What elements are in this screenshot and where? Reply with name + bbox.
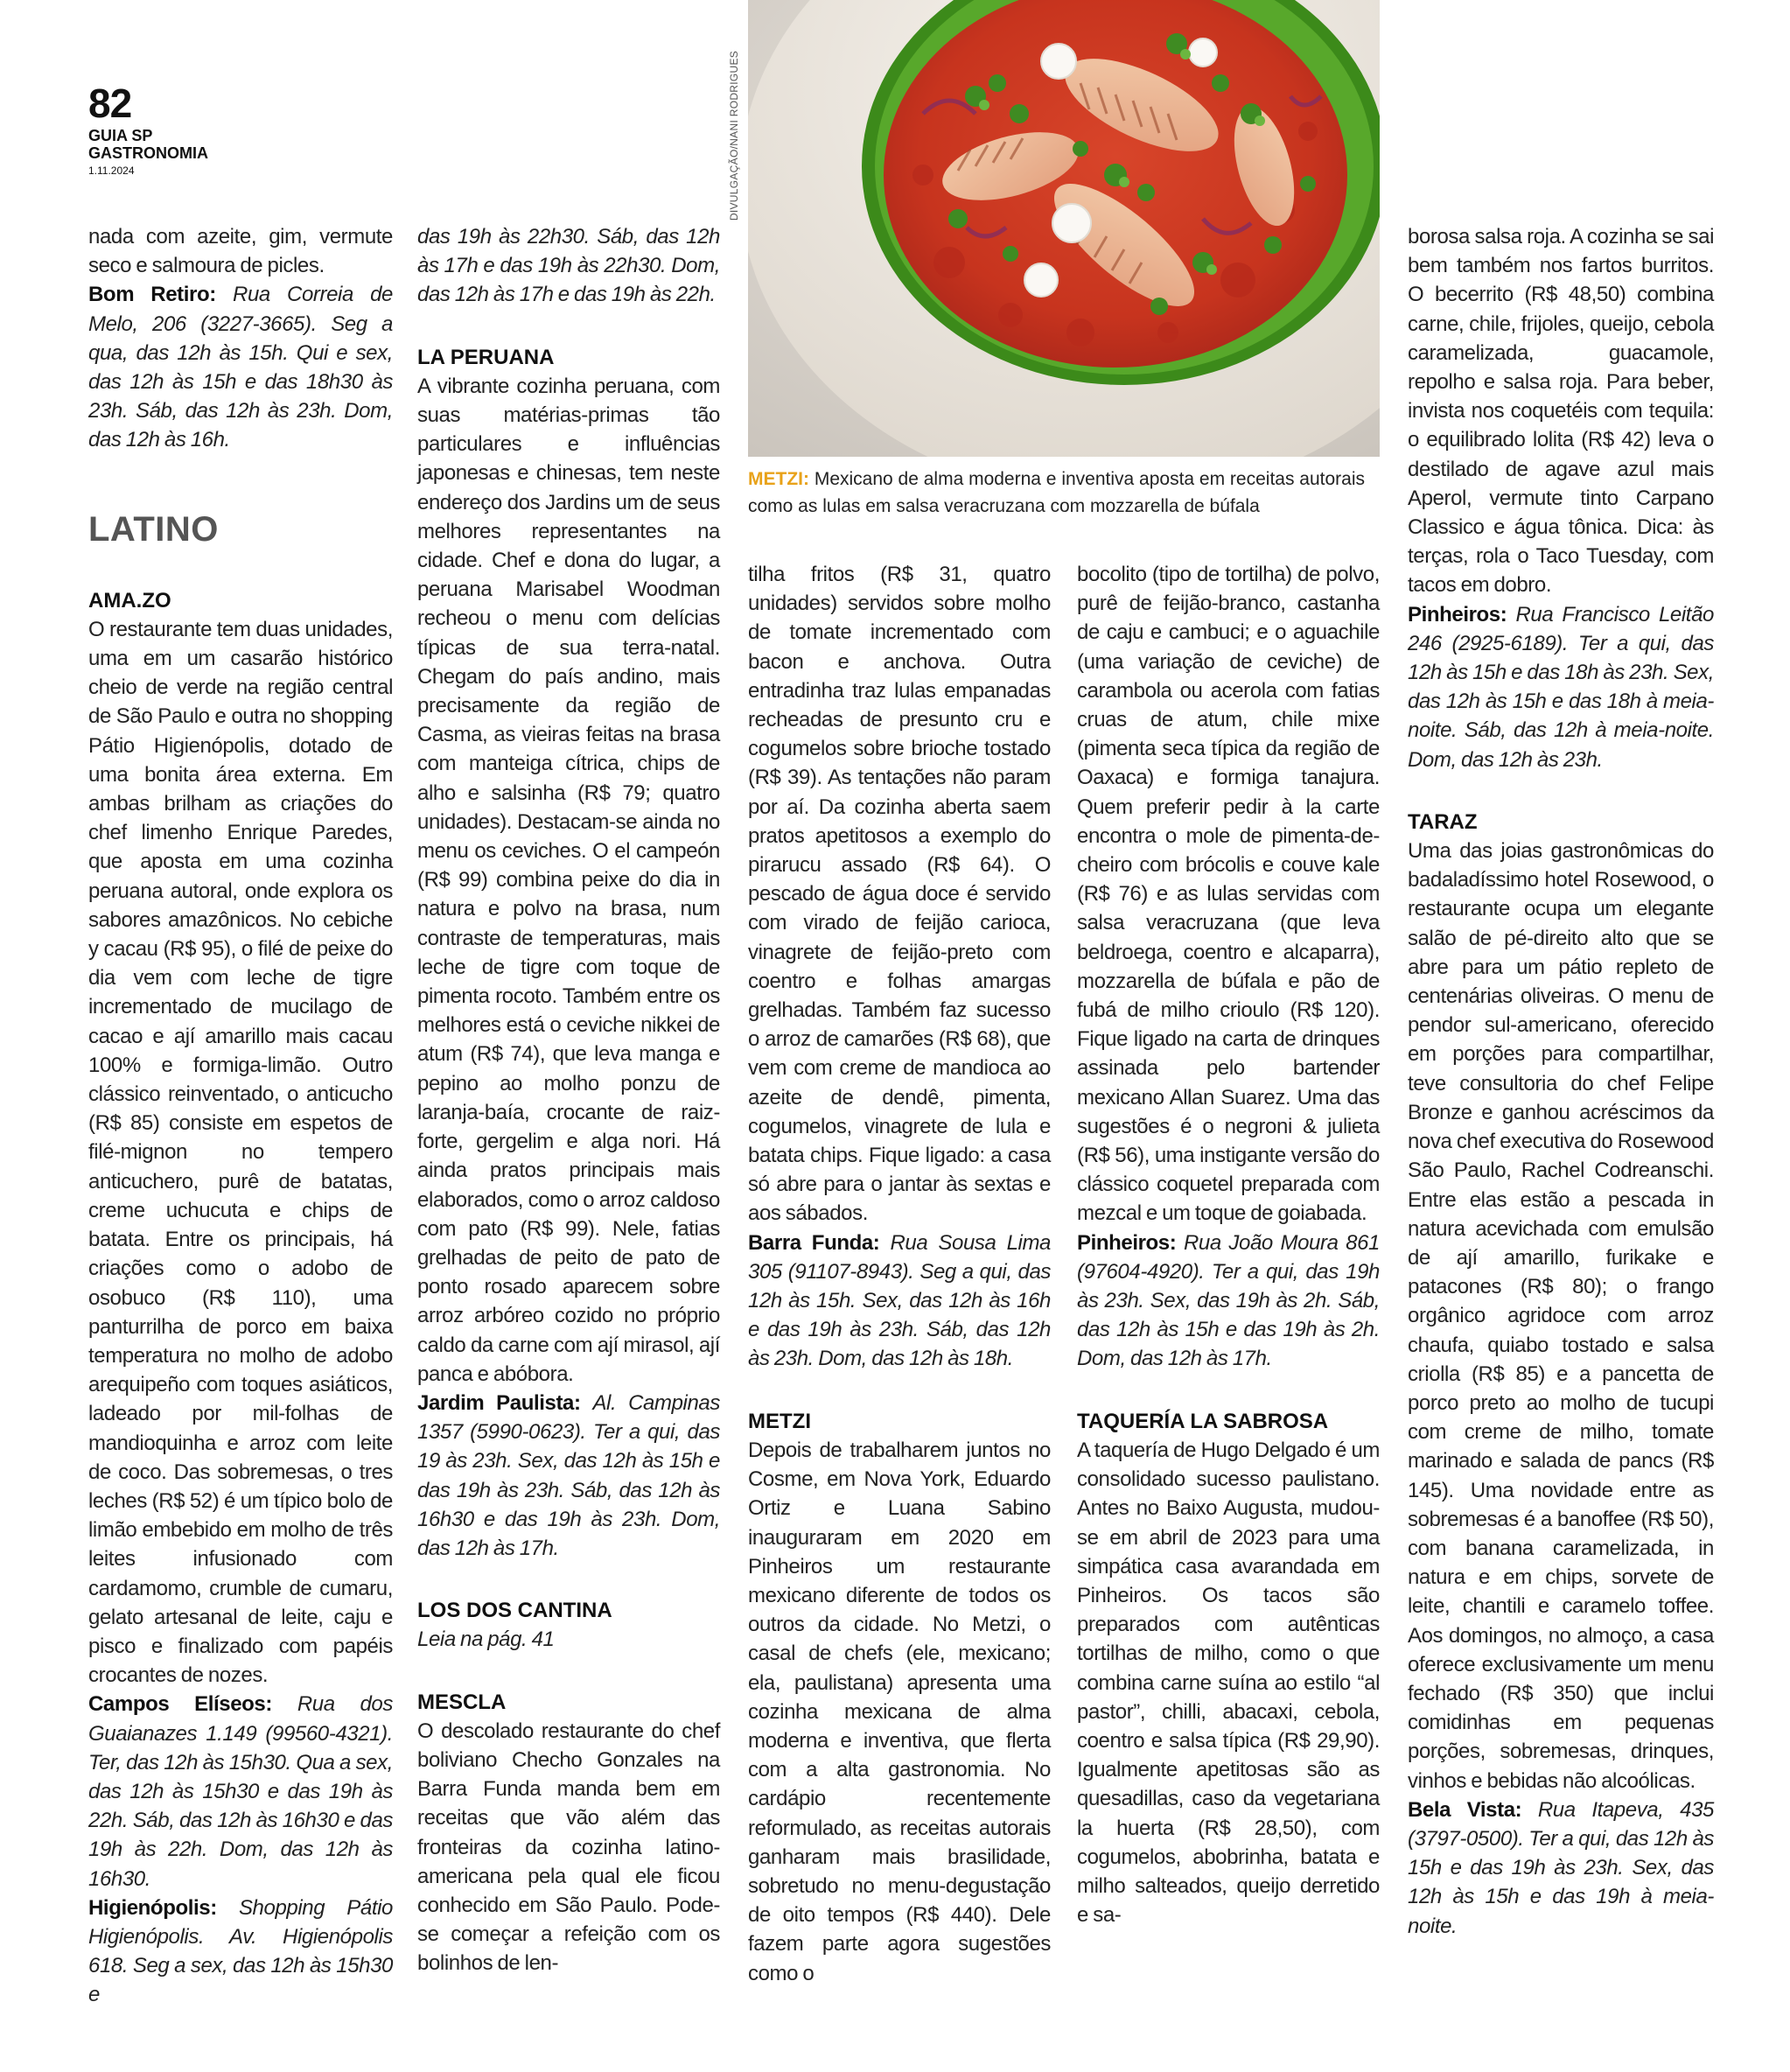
review-text: borosa salsa roja. A cozinha se sai bem também nos fartos burritos. O becerrito (R$ 48,50) combina carne, chile, frijoles, queijo, cebola caramelizada, guacamole, repolho e salsa roja. Para beber, invista nos coquetéis com tequila: o equilibrado lolita (R$ 42) leva o destilado de agave azul mais Aperol, vermute tinto Carpano Classico e água tônica. Dica: às terças, rola o Taco Tuesday, com tacos em dobro.	[1408, 225, 1714, 598]
review-text: A vibrante cozinha peruana, com suas matérias-primas tão particulares e influências japonesas e chinesas, tem neste endereço dos Jardins um de seus melhores representantes na cidade. Chef e dona do lugar, a peruana Marisabel Woodman recheou o menu com delícias típicas de sua terra-natal. Chegam do país andino, mais precisamente da região de Casma, as vieiras feitas na brasa com manteiga cítrica, chips de alho e salsinha (R$ 79; quatro unidades). Destacam-se ainda no menu os ceviches. O el campeón (R$ 99) combina peixe do dia in natura e polvo na brasa, num contraste de temperaturas, mais leche de tigre com toque de pimenta rocoto. Também entre os melhores está o ceviche nikkei de atum (R$ 74), que leva manga e pepino ao molho ponzu de laranja-baía, crocante de raiz-forte, gergelim e alga nori. Há ainda pratos principais mais elaborados, como o arroz caldoso com pato (R$ 99). Nele, fatias grelhadas de peito de pato de ponto rosado aparecem sobre arroz arbóreo cozido no próprio caldo da carne com ají mirasol, ají panca e abóbora.	[417, 374, 720, 1386]
address-label: Pinheiros:	[1408, 602, 1507, 626]
address-block	[748, 1228, 1051, 1374]
review-text: O descolado restaurante do chef boliviano Checho Gonzales na Barra Funda manda bem em receitas que vão além das fronteiras da cozinha latino-americana pela qual ele ficou conhecido em São Paulo. Pode-se começar a refeição com os bolinhos de len-	[417, 1718, 720, 1976]
restaurant-name: LOS DOS CANTINA	[417, 1599, 612, 1623]
address-label: Pinheiros:	[1077, 1230, 1177, 1255]
address-text: Rua Sousa Lima 305 (91107-8943). Seg a qui, das 12h às 15h. Sex, das 12h às 16h e das 19h às 23h. Sáb, das 12h às 23h. Dom, das 12h às 18h.	[748, 1230, 1051, 1371]
photo-caption	[748, 466, 1380, 520]
address-block	[88, 1894, 393, 2010]
address-text: Rua João Moura 861 (97604-4920). Ter a qui, das 19h às 23h. Sex, das 19h às 2h. Sáb, das 12h às 15h e das 19h às 2h. Dom, das 12h às 17h.	[1077, 1230, 1380, 1371]
address-label: Bela Vista:	[1408, 1797, 1522, 1822]
column-3	[748, 560, 1051, 1988]
page-number: 82	[88, 80, 132, 126]
section-title: LATINO	[88, 509, 219, 549]
address-text: Rua dos Guaianazes 1.149 (99560-4321). Ter, das 12h às 15h30. Qua a sex, das 12h às 15h30 e das 19h às 22h. Sáb, das 12h às 16h30 e das 19h às 22h. Dom, das 12h às 16h30.	[88, 1692, 393, 1891]
address-block	[1408, 600, 1714, 774]
address-block	[417, 1389, 720, 1563]
address-label: Jardim Paulista:	[417, 1390, 581, 1415]
address-block	[88, 1690, 393, 1893]
address-text: Rua Itapeva, 435 (3797-0500). Ter a qui, das 12h às 15h e das 19h às 23h. Sex, das 12h às 15h e das 19h à meia-noite.	[1408, 1797, 1714, 1938]
caption-text: Mexicano de alma moderna e inventiva aposta em receitas autorais como as lulas em salsa veracruzana com mozzarella de búfala	[748, 469, 1365, 516]
address-label: Campos Elíseos:	[88, 1692, 272, 1717]
address-text: Shopping Pátio Higienópolis. Av. Higienópolis 618. Seg a sex, das 12h às 15h30 e	[88, 1895, 393, 2007]
restaurant-name: TARAZ	[1408, 809, 1478, 834]
page-header	[88, 80, 208, 178]
column-1	[88, 222, 393, 2010]
section-subname: GASTRONOMIA	[88, 144, 208, 162]
column-5	[1408, 222, 1714, 1941]
caption-label: METZI:	[748, 469, 809, 489]
restaurant-name: METZI	[748, 1409, 811, 1433]
photo-credit: DIVULGAÇÃO/NANI RODRIGUES	[728, 50, 740, 221]
review-text: tilha fritos (R$ 31, quatro unidades) servidos sobre molho de tomate incrementado com bacon e anchova. Outra entradinha traz lulas empanadas recheadas de presunto cru e cogumelos sobre brioche tostado (R$ 39). As tentações não param por aí. Da cozinha aberta saem pratos apetitosos a exemplo do pirarucu assado (R$ 64). O pescado de água doce é servido com virado de feijão carioca, vinagrete de feijão-preto com coentro e folhas amargas grelhadas. Também faz sucesso o arroz de camarões (R$ 68), que vem com creme de mandioca ao azeite de dendê, pimenta, cogumelos, vinagrete de lula e batata chips. Fique ligado: a casa só abre para o jantar às sextas e aos sábados.	[748, 563, 1051, 1226]
review-text: A taquería de Hugo Delgado é um consolidado sucesso paulistano. Antes no Baixo Augusta, mudou-se em abril de 2023 para uma simpática casa avarandada em Pinheiros. Os tacos são preparados com autênticas tortilhas de milho, como o que combina carne suína ao estilo “al pastor”, chilli, abacaxi, cebola, coentro e salsa típica (R$ 29,90). Igualmente apetitosas são as quesadillas, caso da vegetariana la huerta (R$ 28,50), com cogumelos, abobrinha, batata e milho salteados, queijo derretido e sa-	[1077, 1438, 1380, 1928]
column-2	[417, 222, 720, 1978]
restaurant-name: MESCLA	[417, 1690, 507, 1714]
address-label: Higienópolis:	[88, 1895, 217, 1920]
review-text: Depois de trabalharem juntos no Cosme, em Nova York, Eduardo Ortiz e Luana Sabino inauguraram em 2020 em Pinheiros um restaurante mexicano diferente de todos os outros da cidade. No Metzi, o casal de chefs (ele, mexicano; ela, paulistana) apresenta uma cozinha mexicana de alma moderna e inventiva, que flerta com a alta gastronomia. No cardápio recentemente reformulado, as receitas autorais ganharam mais brasilidade, sobretudo no menu-degustação de oito tempos (R$ 440). Dele fazem parte agora sugestões como o	[748, 1438, 1051, 1985]
dish-photo	[748, 0, 1380, 457]
review-text: Uma das joias gastronômicas do badaladíssimo hotel Rosewood, o restaurante ocupa um elegante salão de pé-direito alto que se abre para um pátio repleto de centenárias oliveiras. O menu de pendor sul-americano, oferecido em porções para compartilhar, teve consultoria do chef Felipe Bronze e ganhou acréscimos da nova chef executiva do Rosewood São Paulo, Rachel Codreanschi. Entre elas estão a pescada in natura acevichada com emulsão de ají amarillo, furikake e patacones (R$ 80); o frango orgânico agridoce com arroz chaufa, quiabo tostado e salsa criolla (R$ 85) e a pancetta de porco preto ao molho de tucupi com creme de milho, tomate marinado e salada de pancs (R$ 145). Uma novidade entre as sobremesas é a banoffee (R$ 50), com banana caramelizada, in natura e em chips, sorvete de leite, chantili e caramelo toffee. Aos domingos, no almoço, a casa oferece exclusivamente um menu fechado (R$ 350) que inclui comidinhas em pequenas porções, sobremesas, drinques, vinhos e bebidas não alcoólicas.	[1408, 839, 1714, 1793]
address-label: Bom Retiro:	[88, 283, 216, 307]
issue-date: 1.11.2024	[88, 164, 135, 177]
body-text: nada com azeite, gim, vermute seco e salmoura de picles.	[88, 225, 393, 278]
section-name: GUIA SP	[88, 127, 153, 144]
address-text: Al. Campinas 1357 (5990-0623). Ter a qui, das 19 às 23h. Sex, das 12h às 15h e das 19h às 23h. Sáb, das 12h às 16h30 e das 19h às 23h. Dom, das 12h às 17h.	[417, 1390, 720, 1560]
address-continuation: das 19h às 22h30. Sáb, das 12h às 17h e das 19h às 22h30. Dom, das 12h às 17h e das 19h às 22h.	[417, 225, 720, 307]
address-block	[1077, 1228, 1380, 1374]
review-text: bocolito (tipo de tortilha) de polvo, purê de feijão-branco, castanha de caju e cambuci; e o aguachile (uma variação de ceviche) de carambola ou acerola com fatias cruas de atum, chile mixe (pimenta seca típica da região de Oaxaca) e formiga tanajura. Quem preferir pedir à la carte encontra o mole de pimenta-de-cheiro com brócolis e couve kale (R$ 76) e as lulas servidas com salsa veracruzana (que leva beldroega, coentro e alcaparra), mozzarella de búfala e pão de fubá de milho crioulo (R$ 120). Fique ligado na carta de drinques assinada pelo bartender mexicano Allan Suarez. Uma das sugestões é o negroni & julieta (R$ 56), uma instigante versão do clássico coquetel preparada com mezcal e um toque de goiabada.	[1077, 563, 1380, 1226]
address-text: Rua Francisco Leitão 246 (2925-6189). Ter a qui, das 12h às 15h e das 18h às 23h. Sex, das 12h às 15h e das 18h à meia-noite. Sáb, das 12h à meia-noite. Dom, das 12h às 23h.	[1408, 602, 1714, 772]
restaurant-name: LA PERUANA	[417, 345, 555, 369]
restaurant-name: AMA.ZO	[88, 588, 171, 612]
address-block	[88, 280, 393, 454]
review-text: O restaurante tem duas unidades, uma em um casarão histórico cheio de verde na região central de São Paulo e outra no shopping Pátio Higienópolis, dotado de uma bonita área externa. Em ambas brilham as criações do chef limenho Enrique Paredes, que aposta em uma cozinha peruana autoral, onde explora os sabores amazônicos. No cebiche y cacau (R$ 95), o filé de peixe do dia vem com leche de tigre incrementado de mucilago de cacao e ají amarillo mais cacau 100% e formiga-limão. Outro clássico reinventado, o anticucho (R$ 85) consiste em espetos de filé-mignon no tempero anticuchero, purê de batatas, creme uchucuta e chips de batata. Entre os principais, há criações como o adobo de osobuco (R$ 110), uma panturrilha de porco em baixa temperatura no molho de adobo arequipeño com toques asiáticos, ladeado por mil-folhas de mandioquinha e arroz com leite de coco. Das sobremesas, o tres leches (R$ 52) é um típico bolo de limão embebido em molho de três leites infusionado com cardamomo, crumble de cumaru, gelato artesanal de leite, caju e pisco e finalizado com papéis crocantes de nozes.	[88, 617, 393, 1688]
column-4	[1077, 560, 1380, 1929]
address-text: Rua Correia de Melo, 206 (3227-3665). Seg a qua, das 12h às 15h. Qui e sex, das 12h às 15h e das 18h30 às 23h. Sáb, das 12h às 23h. Dom, das 12h às 16h.	[88, 283, 393, 452]
address-block	[1408, 1796, 1714, 1941]
restaurant-name: TAQUERÍA LA SABROSA	[1077, 1409, 1329, 1433]
page-reference: Leia na pág. 41	[417, 1628, 555, 1652]
address-label: Barra Funda:	[748, 1230, 880, 1255]
dish-illustration	[748, 0, 1380, 457]
